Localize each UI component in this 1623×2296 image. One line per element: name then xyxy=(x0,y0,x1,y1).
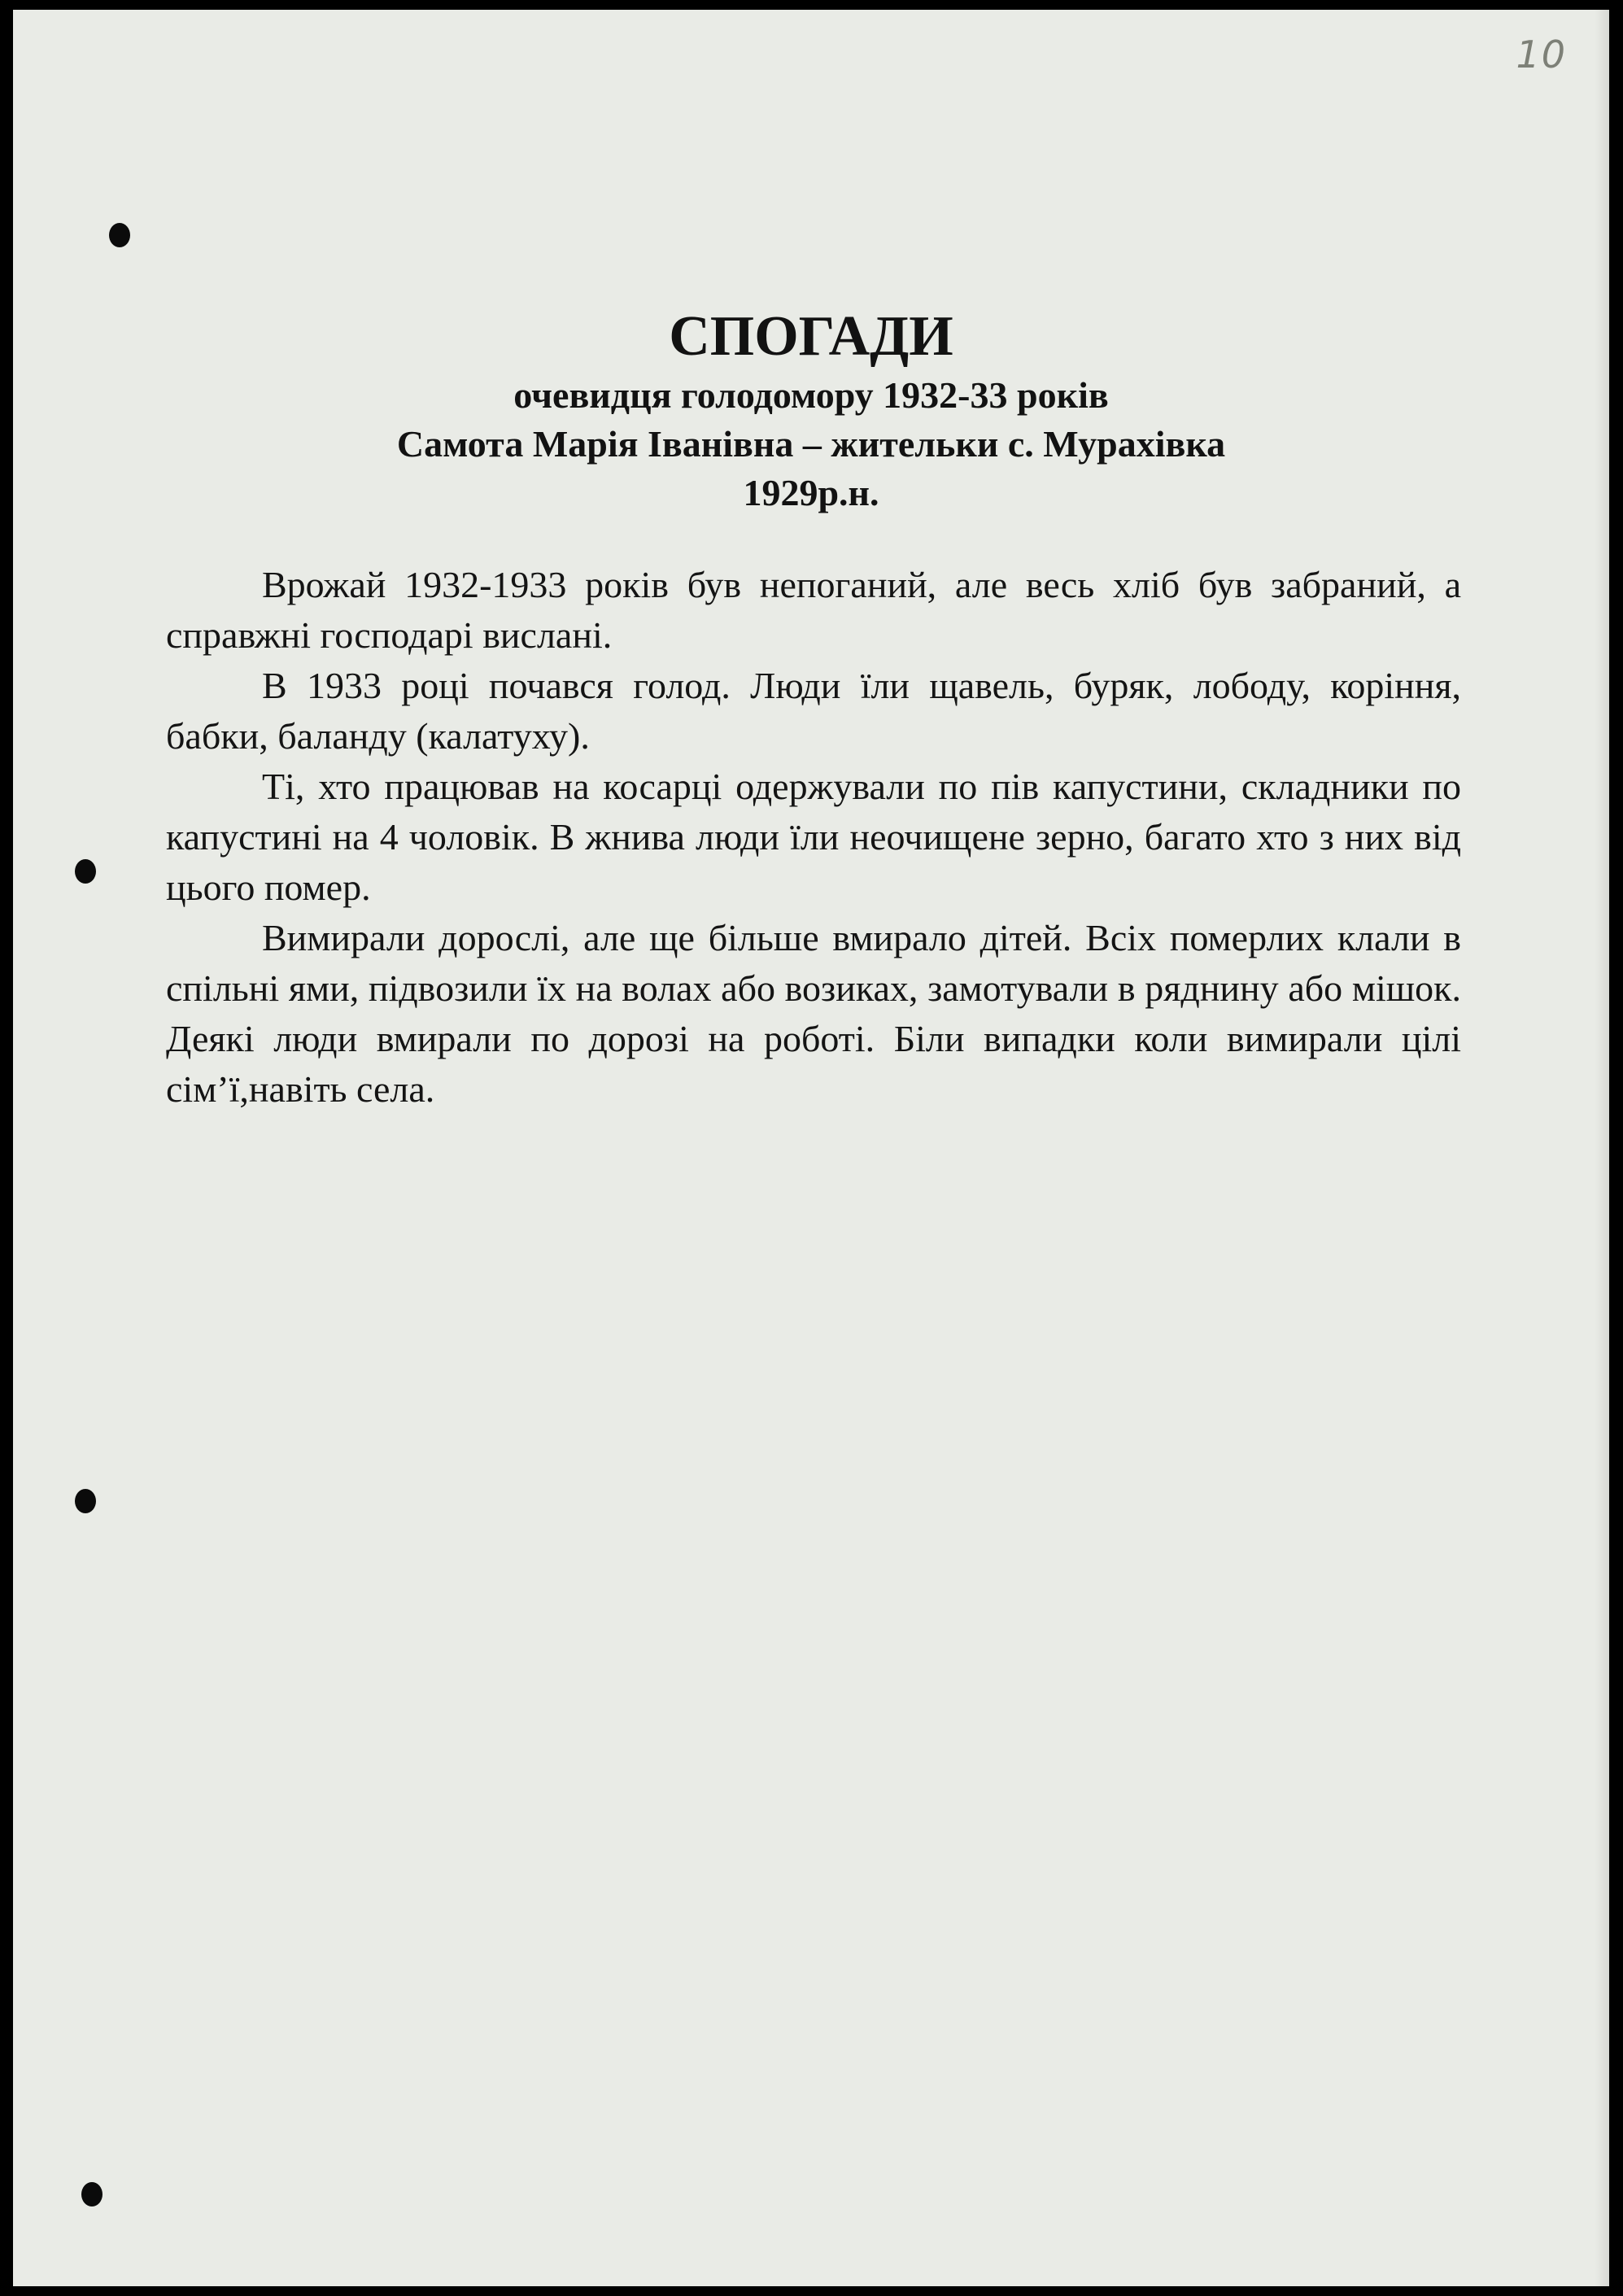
subtitle-line-2: Самота Марія Іванівна – жительки с. Мурахівка xyxy=(396,423,1226,465)
punch-hole-2 xyxy=(75,859,96,884)
paragraph-1: Врожай 1932-1933 років був непоганий, але весь хліб був забраний, а справжні господарі вислані. xyxy=(166,564,1461,656)
subtitle-line-1: очевидця голодомору 1932-33 років xyxy=(513,374,1109,416)
paragraph-4: Вимирали дорослі, але ще більше вмирало дітей. Всіх померлих клали в спільні ями, підвозили їх на волах або возиках, замотували в ряднину або мішок. Деякі люди вмирали по дорозі на роботі. Біли випадки коли вимирали цілі сім’ї,навіть села. xyxy=(166,917,1461,1110)
document-body xyxy=(166,560,1461,1115)
document-page xyxy=(13,10,1609,2286)
punch-hole-4 xyxy=(81,2182,103,2207)
document-title: СПОГАДИ xyxy=(669,305,953,368)
paragraph-2: В 1933 році почався голод. Люди їли щавель, буряк, лободу, коріння, бабки, баланду (калатуху). xyxy=(166,665,1461,757)
handwritten-page-number: 10 xyxy=(1516,33,1567,76)
subtitle-line-3: 1929р.н. xyxy=(743,472,879,513)
document-header xyxy=(13,303,1609,517)
paragraph-3: Ті, хто працював на косарці одержували по пів капустини, складники по капустині на 4 чоловік. В жнива люди їли неочищене зерно, багато хто з них від цього помер. xyxy=(166,766,1461,908)
punch-hole-1 xyxy=(109,223,130,247)
punch-hole-3 xyxy=(75,1489,96,1513)
